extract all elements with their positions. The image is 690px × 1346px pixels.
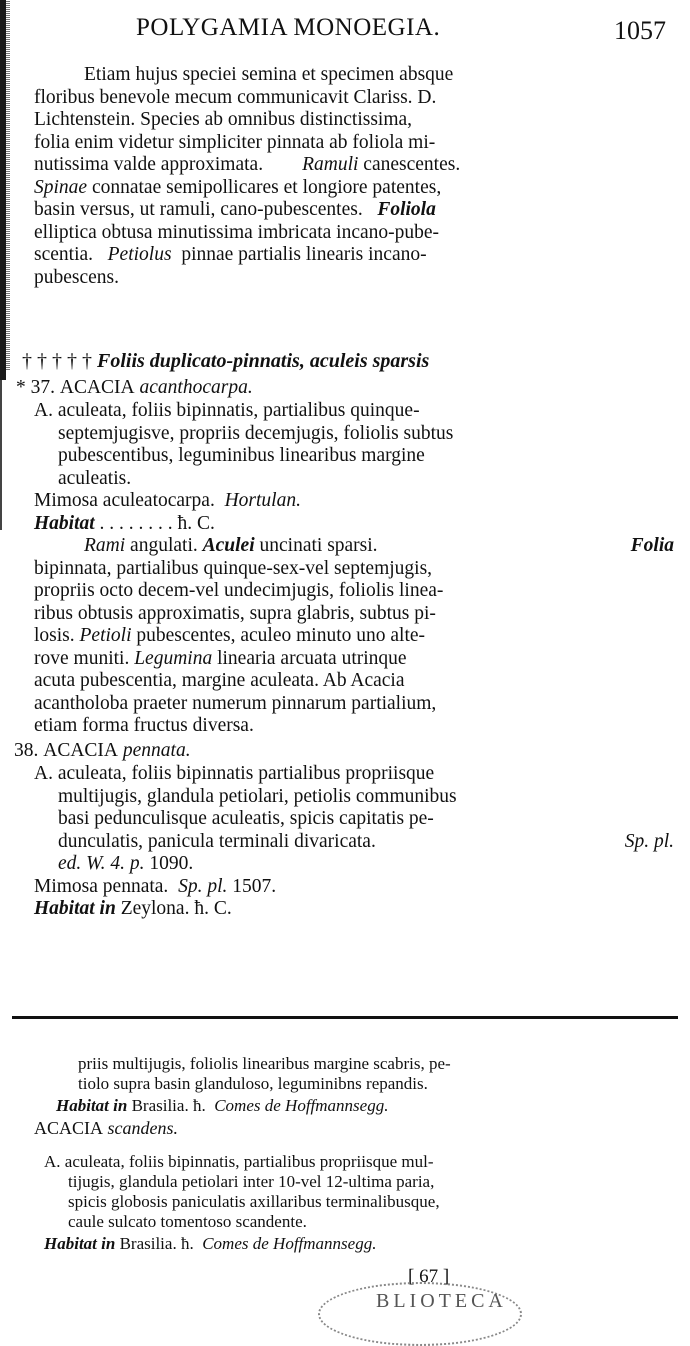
running-title: POLYGAMIA MONOEGIA.: [136, 14, 441, 41]
acacia-scandens-diagnosis: A. aculeata, foliis bipinnatis, partialibus propriisque mul- tijugis, glandula petiolari inter 10-vel 12-ultima paria, spicis globosis paniculatis axillaribus terminalibusque, caule sulcato tomentoso scandente. Habitat in Brasilia. ħ. Comes de Hoffmannsegg.: [44, 1152, 440, 1253]
signature-mark: [ 67 ]: [408, 1266, 450, 1287]
text-line: scentia. Petiolus pinnae partialis linearis incano-: [34, 244, 427, 265]
intro-paragraph: [34, 64, 674, 289]
text-line: elliptica obtusa minutissima imbricata incano-pube-: [34, 221, 440, 243]
stamp-text: BLIOTECA: [376, 1290, 507, 1312]
text-line: folia enim videtur simpliciter pinnata ab foliola mi-: [34, 131, 436, 153]
species-37-entry: [16, 377, 676, 400]
species-38-diagnosis: A. aculeata, foliis bipinnatis partialibus propriisque multijugis, glandula petiolari, petiolis communibus basi pedunculisque aculeatis, spicis capitatis pe- dunculatis, panicula terminali divaricata. Sp. pl. ed. W. 4. p. 1090. Mimosa pennata. Sp. pl. 1507. Habitat in Zeylona. ħ. C.: [34, 763, 674, 919]
habitat-line: Habitat . . . . . . . . ħ. C.: [34, 512, 215, 534]
italic-term: Ramuli: [302, 154, 359, 175]
page-edge-texture: [6, 0, 10, 370]
species-title: * 37. ACACIA acanthocarpa.: [16, 377, 253, 398]
star-mark: *: [16, 377, 26, 398]
text-line: Lichtenstein. Species ab omnibus distinctissima,: [34, 109, 413, 130]
text-line: pubescens.: [34, 266, 120, 288]
italic-term: Petiolus: [107, 244, 172, 265]
species-37-diagnosis: A. aculeata, foliis bipinnatis, partialibus quinque- septemjugisve, propriis decemjugis, foliolis subtus pubescentibus, leguminibus linearibus margine aculeatis. Mimosa aculeatocarpa. Hortulan. Habitat . . . . . . . . ħ. C.: [34, 400, 674, 535]
synonym-line: Mimosa pennata. Sp. pl. 1507.: [34, 875, 277, 897]
horizontal-rule: [12, 1016, 678, 1019]
italic-term: Spinae: [34, 176, 88, 198]
species-37-description: Rami angulati. Aculei uncinati sparsi. Folia bipinnata, partialibus quinque-sex-vel septemjugis, propriis octo decem-vel undecimjugis, foliolis linea- ribus obtusis approximatis, supra glabris, subtus pi- losis. Petioli pubescentes, aculeo minuto uno alte- rove muniti. Legumina linearia arcuata utrinque acuta pubescentia, margine aculeata. Ab Acacia acantholoba praeter numerum pinnarum partialium, etiam forma fructus diversa.: [34, 535, 674, 736]
text-line: Etiam hujus speciei semina et specimen absque: [84, 64, 454, 85]
text-line: floribus benevole mecum communicavit Clariss. D.: [34, 86, 437, 108]
text-line: nutissima valde approximata. Ramuli canescentes.: [34, 154, 461, 175]
text-line: basin versus, ut ramuli, cano-pubescentes. Foliola: [34, 199, 436, 220]
section-heading: [22, 350, 672, 373]
acacia-scandens-title: ACACIA scandens.: [34, 1118, 179, 1138]
habitat-line: Habitat in Zeylona. ħ. C.: [34, 898, 232, 919]
lower-habitat-line: Habitat in Brasilia. ħ. Comes de Hoffmannsegg.: [56, 1096, 389, 1115]
synonym-line: Mimosa aculeatocarpa. Hortulan.: [34, 490, 301, 511]
text-line: Spinae connatae semipollicares et longiore patentes,: [34, 176, 442, 198]
page-edge-line: [0, 380, 2, 530]
page-number: 1057: [614, 16, 666, 45]
italic-term: Foliola: [377, 199, 436, 220]
page-header: [0, 8, 690, 48]
lower-fragment: priis multijugis, foliolis linearibus margine scabris, pe- tiolo supra basin glanduloso, leguminibns repandis.: [78, 1054, 451, 1093]
dagger-marks: † † † † †: [22, 350, 92, 372]
species-38-entry: [14, 740, 674, 763]
species-title: 38. ACACIA pennata.: [14, 740, 191, 761]
section-heading-text: Foliis duplicato-pinnatis, aculeis sparsis: [97, 350, 430, 372]
